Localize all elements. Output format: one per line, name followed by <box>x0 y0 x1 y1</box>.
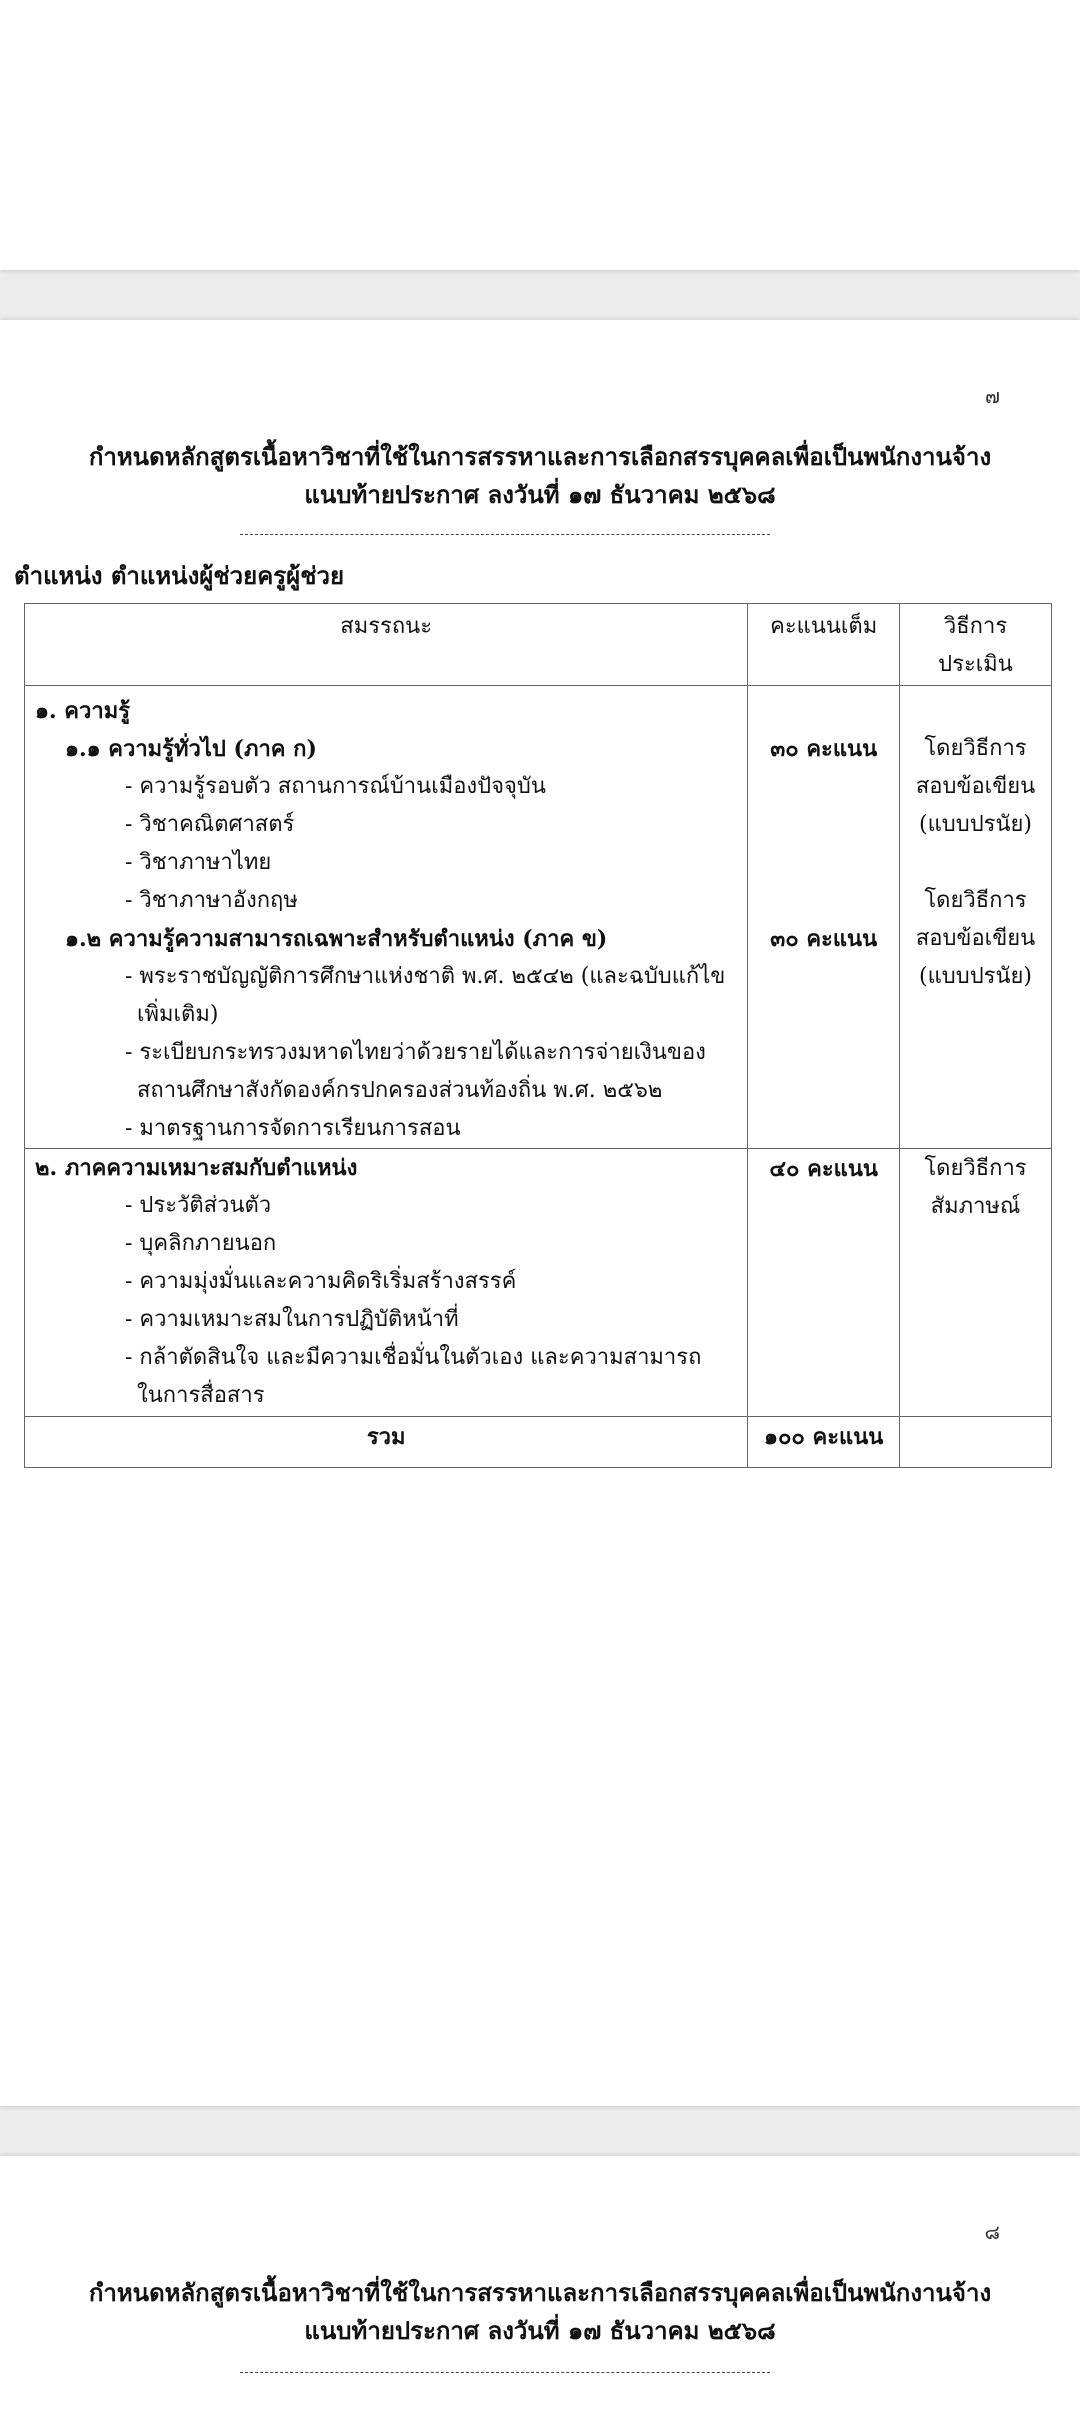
header-competency: สมรรถนะ <box>25 604 748 686</box>
sub1-method-line1: โดยวิธีการ <box>924 736 1027 761</box>
sub1-method-line3: (แบบปรนัย) <box>919 812 1032 837</box>
list-item: - กล้าตัดสินใจ และมีความเชื่อมั่นในตัวเอง และความสามารถ <box>125 1345 702 1370</box>
header-full-score: คะแนนเต็ม <box>748 604 900 686</box>
list-item: - พระราชบัญญัติการศึกษาแห่งชาติ พ.ศ. ๒๕๔๒ (และฉบับแก้ไข <box>125 964 726 989</box>
list-item: - ความเหมาะสมในการปฏิบัติหน้าที่ <box>125 1307 459 1332</box>
sub1-title: ๑.๑ ความรู้ทั่วไป (ภาค ก) <box>65 736 317 762</box>
knowledge-methods <box>900 686 1052 1149</box>
list-item: - ความมุ่งมั่นและความคิดริเริ่มสร้างสรรค์ <box>125 1269 517 1294</box>
list-item: - ระเบียบกระทรวงมหาดไทยว่าด้วยรายได้และการจ่ายเงินของ <box>125 1040 706 1065</box>
section2-score: ๔๐ คะแนน <box>748 1149 900 1417</box>
title-divider <box>240 534 770 535</box>
title-divider <box>240 2372 770 2373</box>
document-title-line2: แนบท้ายประกาศ ลงวันที่ ๑๗ ธันวาคม ๒๕๖๘ <box>304 2316 776 2345</box>
list-item-continued: ในการสื่อสาร <box>137 1383 265 1408</box>
sub1-method-line2: สอบข้อเขียน <box>915 774 1036 799</box>
section2-method-line2: สัมภาษณ์ <box>930 1194 1021 1219</box>
section1-title: ๑. ความรู้ <box>35 698 131 724</box>
page-number: ๘ <box>984 2220 1000 2244</box>
suitability-content <box>25 1149 748 1417</box>
document-title-line2: แนบท้ายประกาศ ลงวันที่ ๑๗ ธันวาคม ๒๕๖๘ <box>304 480 776 509</box>
document-title-line1: กำหนดหลักสูตรเนื้อหาวิชาที่ใช้ในการสรรหาและการเลือกสรรบุคคลเพื่อเป็นพนักงานจ้าง <box>88 442 992 471</box>
sub2-title: ๑.๒ ความรู้ความสามารถเฉพาะสำหรับตำแหน่ง (ภาค ข) <box>65 926 608 952</box>
list-item: - ประวัติส่วนตัว <box>125 1193 272 1218</box>
knowledge-content <box>25 686 748 1149</box>
sub1-score: ๓๐ คะแนน <box>770 736 878 762</box>
header-method <box>900 604 1052 686</box>
table-header-row <box>25 604 1052 686</box>
total-label: รวม <box>25 1417 748 1468</box>
knowledge-scores <box>748 686 900 1149</box>
header-method-line1: วิธีการ <box>943 614 1008 639</box>
competency-table <box>24 603 1052 1468</box>
page-number: ๗ <box>984 384 1000 408</box>
table-row-total <box>25 1417 1052 1468</box>
list-item: - วิชาภาษาไทย <box>125 850 272 875</box>
table-row-knowledge <box>25 686 1052 1149</box>
previous-page <box>0 0 1080 270</box>
list-item-continued: เพิ่มเติม) <box>137 1002 219 1027</box>
section2-method-line1: โดยวิธีการ <box>924 1156 1027 1181</box>
total-score: ๑๐๐ คะแนน <box>748 1417 900 1468</box>
sub2-method-line1: โดยวิธีการ <box>924 888 1027 913</box>
list-item-continued: สถานศึกษาสังกัดองค์กรปกครองส่วนท้องถิ่น พ.ศ. ๒๕๖๒ <box>137 1078 663 1103</box>
list-item: - มาตรฐานการจัดการเรียนการสอน <box>125 1116 461 1141</box>
section2-method <box>900 1149 1052 1417</box>
sub2-method-line2: สอบข้อเขียน <box>915 926 1036 951</box>
list-item: - บุคลิกภายนอก <box>125 1231 277 1256</box>
document-title-line1: กำหนดหลักสูตรเนื้อหาวิชาที่ใช้ในการสรรหาและการเลือกสรรบุคคลเพื่อเป็นพนักงานจ้าง <box>88 2278 992 2307</box>
list-item: - ความรู้รอบตัว สถานการณ์บ้านเมืองปัจจุบัน <box>125 774 546 799</box>
list-item: - วิชาคณิตศาสตร์ <box>125 812 295 837</box>
position-label: ตำแหน่ง ตำแหน่งผู้ช่วยครูผู้ช่วย <box>14 561 345 590</box>
section2-title: ๒. ภาคความเหมาะสมกับตำแหน่ง <box>35 1155 358 1181</box>
sub2-score: ๓๐ คะแนน <box>770 926 878 952</box>
total-method-empty <box>900 1417 1052 1468</box>
header-method-line2: ประเมิน <box>938 652 1013 677</box>
list-item: - วิชาภาษาอังกฤษ <box>125 888 298 913</box>
table-row-suitability <box>25 1149 1052 1417</box>
sub2-method-line3: (แบบปรนัย) <box>919 964 1032 989</box>
